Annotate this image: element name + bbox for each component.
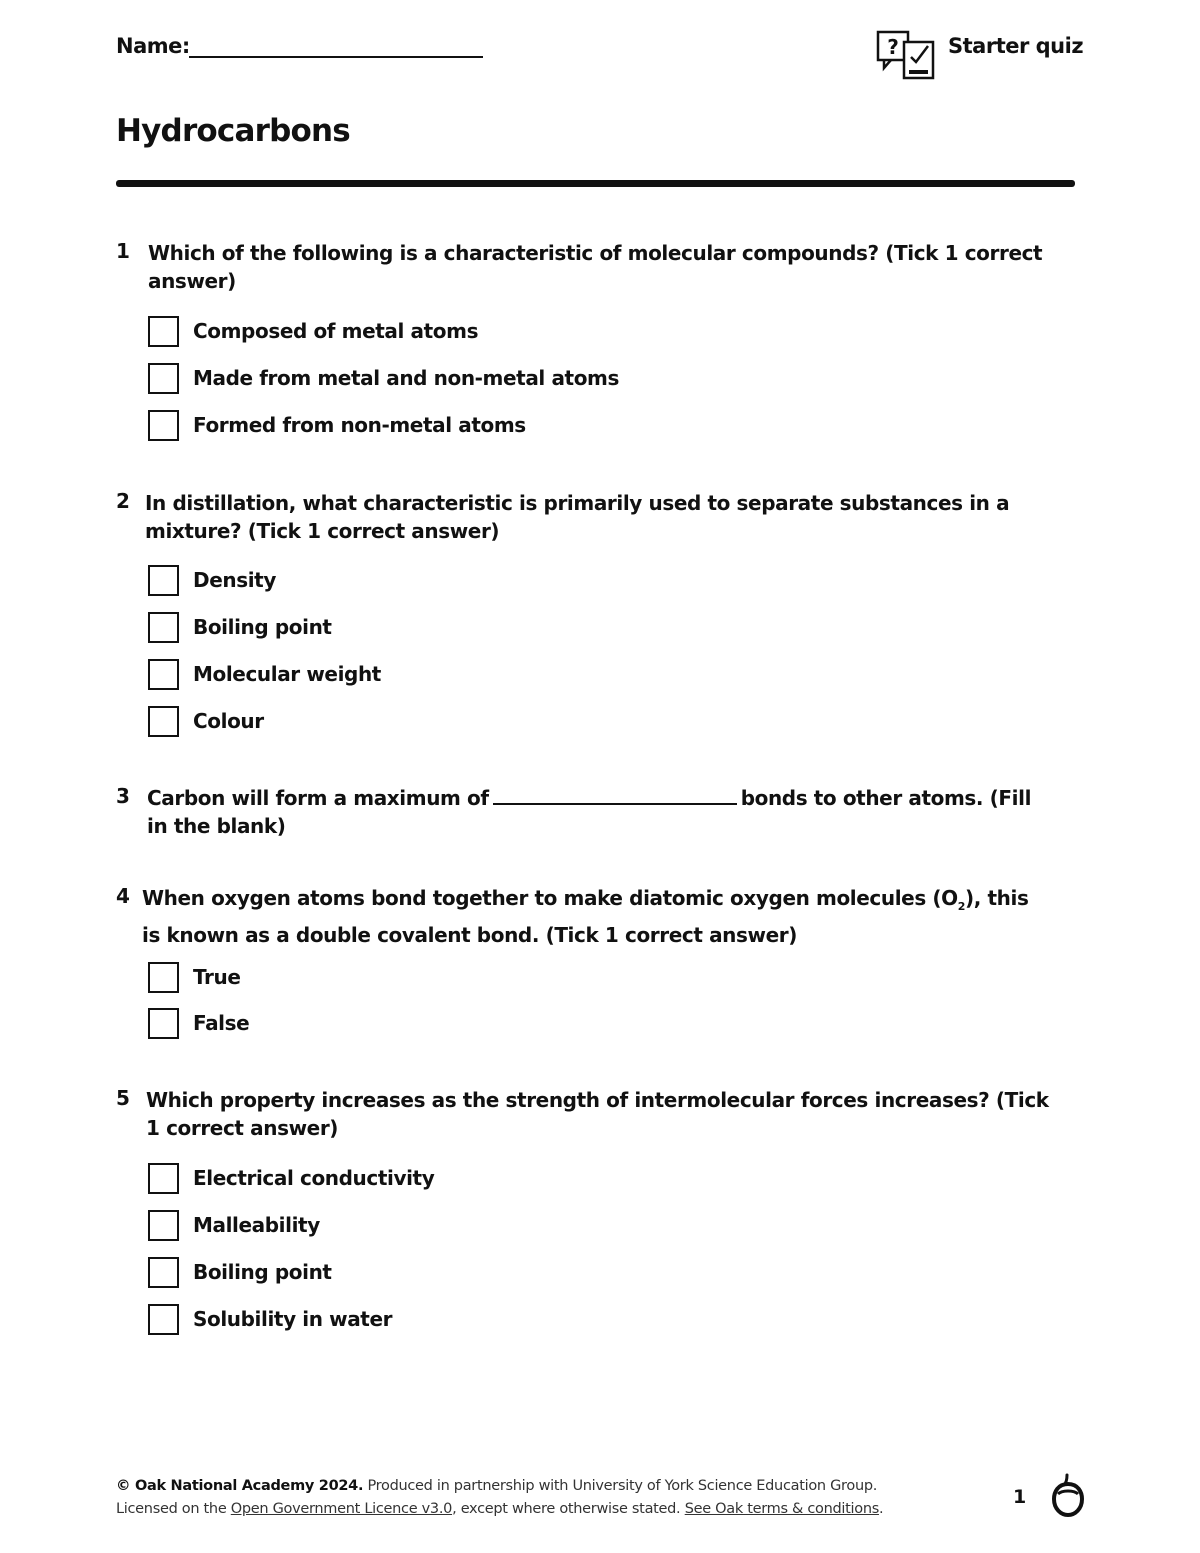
checkbox[interactable] [148,410,179,441]
checkbox[interactable] [148,363,179,394]
question-text [142,884,1052,949]
question-text-after: ), this is known as a double covalent bond. (Tick 1 correct answer) [142,886,1029,947]
copyright-text: © Oak National Academy 2024. [116,1478,364,1494]
question-number: 5 [116,1086,130,1110]
option-label: Composed of metal atoms [193,319,479,343]
question-number: 3 [116,784,130,808]
option-label: Formed from non-metal atoms [193,413,526,437]
checkbox[interactable] [148,1163,179,1194]
question-text-before: Carbon will form a maximum of [147,786,489,810]
option-label: Colour [193,709,264,733]
option-row[interactable] [148,563,276,597]
option-label: Made from metal and non-metal atoms [193,366,619,390]
option-label: True [193,965,241,989]
option-row[interactable] [148,361,619,395]
quiz-type-label: Starter quiz [948,34,1084,58]
option-label: Boiling point [193,615,332,639]
option-label: Boiling point [193,1260,332,1284]
option-label: Molecular weight [193,662,381,686]
option-row[interactable] [148,1161,434,1195]
checkbox[interactable] [148,316,179,347]
option-row[interactable] [148,610,332,644]
option-row[interactable] [148,1255,332,1289]
page-number: 1 [1013,1486,1027,1508]
checkbox[interactable] [148,1257,179,1288]
question-text: Which of the following is a characteristic of molecular compounds? (Tick 1 correct answer) [148,241,1043,293]
option-label: Electrical conductivity [193,1166,435,1190]
question-text [147,784,1057,840]
option-row[interactable] [148,408,526,442]
licence-prefix: Licensed on the [116,1501,231,1517]
question-text: In distillation, what characteristic is primarily used to separate substances in a mixture? (Tick 1 correct answer) [145,491,1010,543]
name-label: Name: [116,34,190,58]
checkbox[interactable] [148,962,179,993]
quiz-icon [876,30,936,82]
terms-link[interactable]: See Oak terms & conditions [684,1501,879,1517]
question-text-after: bonds to other atoms. (Fill in the blank) [147,786,1032,838]
option-row[interactable] [148,1302,392,1336]
title-divider [116,180,1075,187]
checkbox[interactable] [148,659,179,690]
option-row[interactable] [148,657,381,691]
oak-acorn-logo-icon [1050,1472,1086,1518]
partnership-text: Produced in partnership with University of York Science Education Group. [363,1478,878,1494]
fill-in-blank[interactable] [493,785,737,805]
svg-text:?: ? [887,35,899,59]
licence-end: . [878,1501,884,1517]
checkbox[interactable] [148,1304,179,1335]
option-label: Malleability [193,1213,320,1237]
question-number: 1 [116,239,130,263]
option-row[interactable] [148,314,478,348]
checkbox[interactable] [148,1210,179,1241]
page-title: Hydrocarbons [116,113,350,149]
name-input-line[interactable] [189,56,483,58]
checkbox[interactable] [148,1008,179,1039]
footer-credits [116,1475,883,1521]
licence-link[interactable]: Open Government Licence v3.0 [230,1501,453,1517]
question-text-before: When oxygen atoms bond together to make diatomic oxygen molecules (O [142,886,958,910]
option-label: Density [193,568,276,592]
footer-line-1 [116,1475,883,1498]
checkbox[interactable] [148,612,179,643]
option-row[interactable] [148,960,241,994]
question-number: 2 [116,489,130,513]
option-label: Solubility in water [193,1307,393,1331]
option-row[interactable] [148,1208,320,1242]
question-number: 4 [116,884,130,908]
option-label: False [193,1011,250,1035]
checkbox[interactable] [148,706,179,737]
checkbox[interactable] [148,565,179,596]
question-text: Which property increases as the strength of intermolecular forces increases? (Tick 1 correct answer) [146,1088,1049,1140]
option-row[interactable] [148,1006,249,1040]
footer-line-2 [116,1498,883,1521]
option-row[interactable] [148,704,264,738]
licence-mid: , except where otherwise stated. [452,1501,685,1517]
subscript: 2 [957,900,965,913]
